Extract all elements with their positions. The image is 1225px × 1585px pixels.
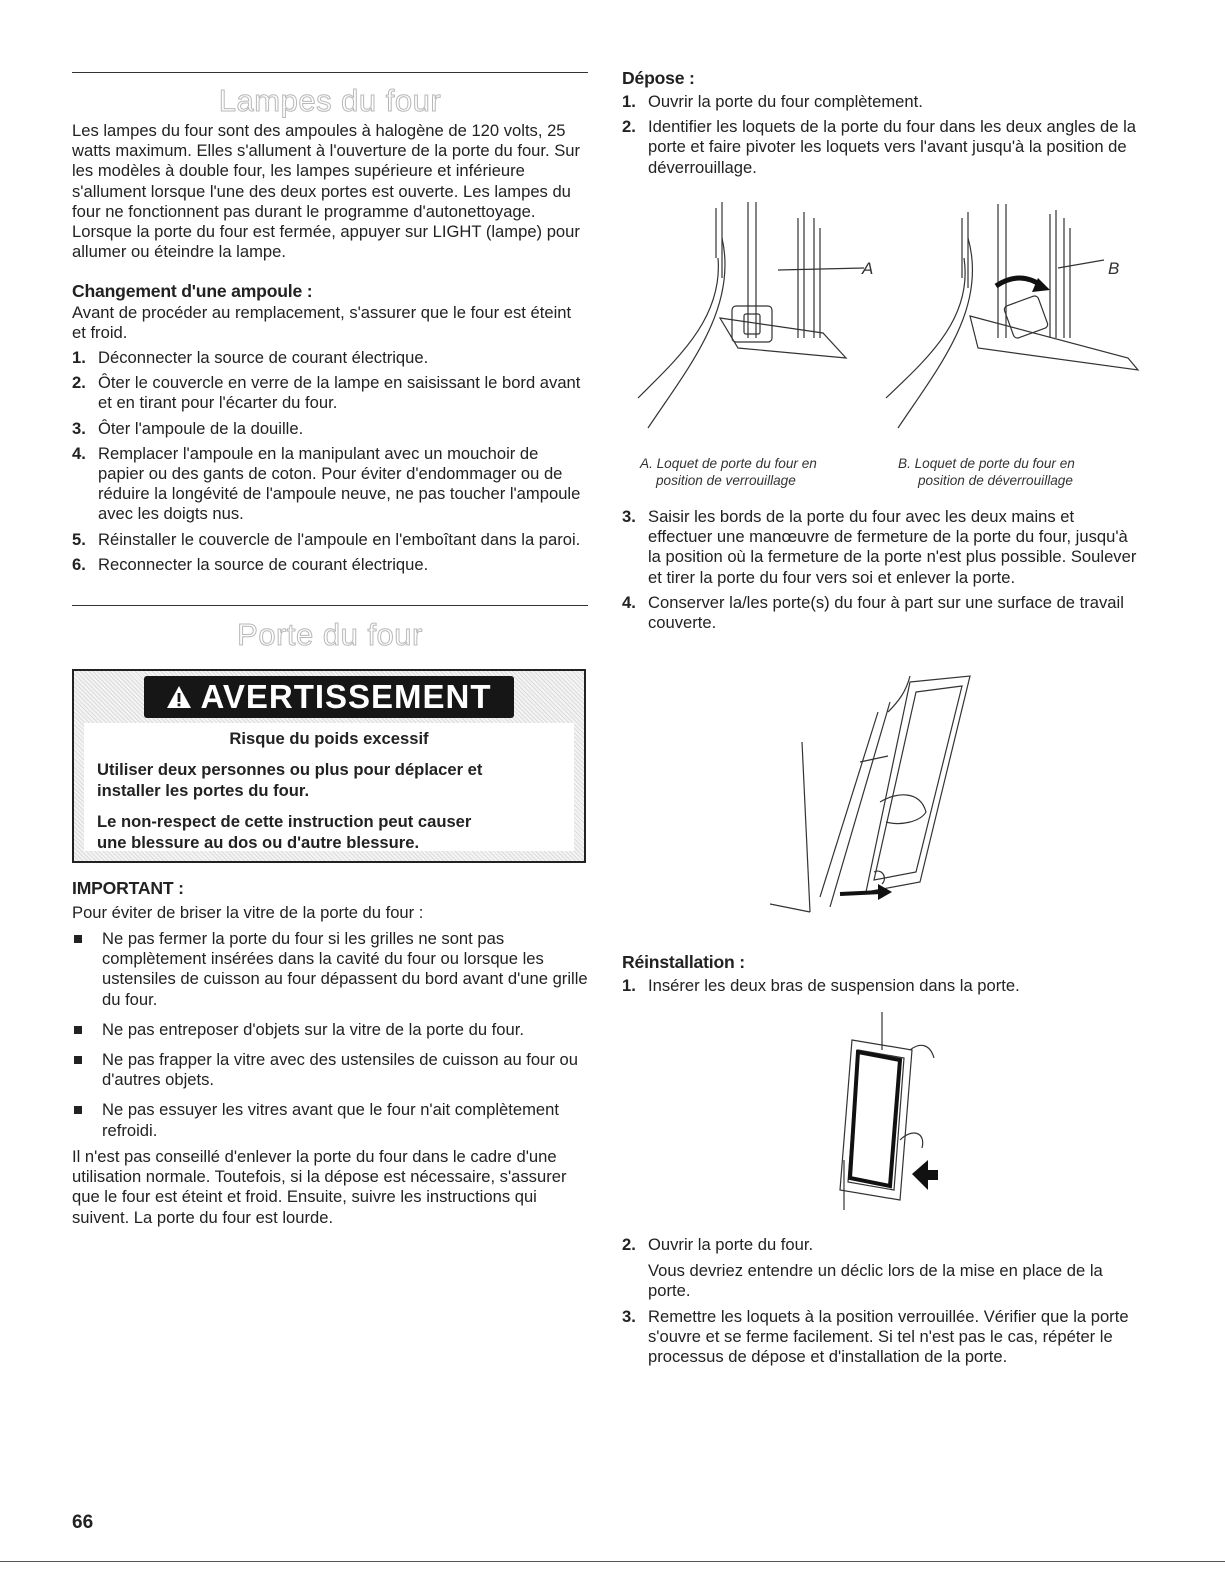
bulb-steps (72, 348, 587, 580)
reinstall-heading: Réinstallation : (622, 952, 745, 972)
bullet-square-icon (74, 1106, 82, 1114)
removal-steps-b (622, 507, 1142, 638)
list-item: 2. Identifier les loquets de la porte du four dans les deux angles de la porte et faire pivoter les loquets vers l'avant jusqu'à la position de déverrouillage. (622, 117, 1136, 177)
important-heading: IMPORTANT : (72, 878, 184, 898)
bullet-square-icon (74, 935, 82, 943)
section-rule-door (72, 605, 588, 606)
warning-consequence-2: une blessure au dos ou d'autre blessure. (97, 833, 420, 852)
section-title-lamps: Lampes du four (218, 83, 442, 118)
section-title-door: Porte du four (237, 617, 423, 652)
important-intro: Pour éviter de briser la vitre de la porte du four : (72, 903, 424, 922)
caption-b-line2: position de déverrouillage (918, 473, 1073, 488)
list-item: 3. Ôter l'ampoule de la douille. (72, 418, 304, 438)
top-rule-left (72, 72, 588, 73)
list-item: 1. Ouvrir la porte du four complètement. (622, 92, 923, 111)
page-number: 66 (72, 1512, 94, 1533)
caption-a-line1: A. Loquet de porte du four en (640, 456, 817, 471)
list-item: 6. Reconnecter la source de courant électrique. (72, 554, 429, 574)
list-item: Ne pas fermer la porte du four si les grilles ne sont pas complètement insérées dans la cavité du four ou lorsque les ustensiles de cuisson au four dépassent du bord avant d'une grille du four. (72, 929, 592, 1010)
list-item: 2. Ôter le couvercle en verre de la lampe en saisissant le bord avant et en tirant pour l'écarter du four. (72, 373, 581, 413)
warning-instruction-1: Utiliser deux personnes ou plus pour déplacer et (97, 760, 483, 779)
list-item: Ne pas essuyer les vitres avant que le four n'ait complètement refroidi. (72, 1100, 592, 1140)
list-item: Ne pas entreposer d'objets sur la vitre de la porte du four. (72, 1020, 592, 1040)
caption-b-line1: B. Loquet de porte du four en (898, 456, 1075, 471)
warning-instruction-2: installer les portes du four. (97, 781, 310, 800)
label-b: B (1108, 259, 1120, 278)
reinstall-step-1 (622, 976, 1142, 1001)
list-item: 4. Remplacer l'ampoule en la manipulant avec un mouchoir de papier ou des gants de coton. Pour éviter d'endommager ou de réduire la longévité de l'ampoule neuve, ne pas toucher l'ampoule avec les doigts nus. (72, 443, 581, 524)
footer-rule (0, 1561, 1225, 1562)
list-item: Ne pas frapper la vitre avec des ustensiles de cuisson au four ou d'autres objets. (72, 1050, 592, 1090)
change-bulb-intro: Avant de procéder au remplacement, s'assurer que le four est éteint et froid. (72, 303, 572, 343)
important-bullets (72, 929, 592, 1151)
list-item: 3. Remettre les loquets à la position verrouillée. Vérifier que la porte s'ouvre et se ferme facilement. Si tel n'est pas le cas, répéter le processus de dépose et d'installation de la porte. (622, 1306, 1129, 1367)
label-a: A (862, 259, 874, 278)
warning-triangle-icon (166, 684, 192, 710)
warning-box (72, 669, 586, 863)
door-lifting-illustration (770, 672, 990, 918)
warning-hazard: Risque du poids excessif (229, 729, 429, 748)
reinstall-step-2-note: Vous devriez entendre un déclic lors de la mise en place de la porte. (648, 1261, 1103, 1301)
list-item: 4. Conserver la/les porte(s) du four à part sur une surface de travail couverte. (622, 592, 1124, 633)
change-bulb-heading: Changement d'une ampoule : (72, 281, 313, 301)
list-item: 2. Ouvrir la porte du four. Vous devriez entendre un déclic lors de la mise en place de la porte. (622, 1235, 1142, 1302)
warning-title: AVERTISSEMENT (200, 678, 492, 715)
removal-heading: Dépose : (622, 68, 695, 88)
list-item: 1. Déconnecter la source de courant électrique. (72, 348, 429, 367)
list-item: 5. Réinstaller le couvercle de l'ampoule en l'emboîtant dans la paroi. (72, 529, 581, 549)
list-item: 1. Insérer les deux bras de suspension dans la porte. (622, 976, 1020, 995)
caption-a-line2: position de verrouillage (656, 473, 796, 488)
list-item: 3. Saisir les bords de la porte du four avec les deux mains et effectuer une manœuvre de fermeture de la porte du four, jusqu'à la position où la fermeture de la porte n'est plus possible. Soulever et tirer la porte du four vers soi et enlever la porte. (622, 507, 1137, 587)
door-latch-illustration (628, 198, 1148, 438)
door-installation-illustration (830, 1010, 940, 1220)
door-closing-text: Il n'est pas conseillé d'enlever la porte du four dans le cadre d'une utilisation normale. Toutefois, si la dépose est nécessaire, s'assurer que le four est éteint et froid. Ensuite, suivre les instructions qui suivent. La porte du four est lourde. (72, 1147, 567, 1227)
warning-consequence-1: Le non-respect de cette instruction peut causer (97, 812, 472, 831)
removal-steps-a (622, 92, 1142, 183)
lamps-intro: Les lampes du four sont des ampoules à halogène de 120 volts, 25 watts maximum. Elles s'allument à l'ouverture de la porte du four. Sur les modèles à double four, les lampes supérieure et inférieure s'allument lorsque l'une des deux portes est ouverte. Les lampes du four ne fonctionnent pas durant le programme d'autonettoyage. Lorsque la porte du four est fermée, appuyer sur LIGHT (lampe) pour allumer ou éteindre la lampe. (72, 121, 581, 262)
bullet-square-icon (74, 1026, 82, 1034)
bullet-square-icon (74, 1056, 82, 1064)
warning-body (84, 723, 574, 851)
warning-banner (74, 671, 584, 723)
reinstall-steps (622, 1235, 1142, 1372)
